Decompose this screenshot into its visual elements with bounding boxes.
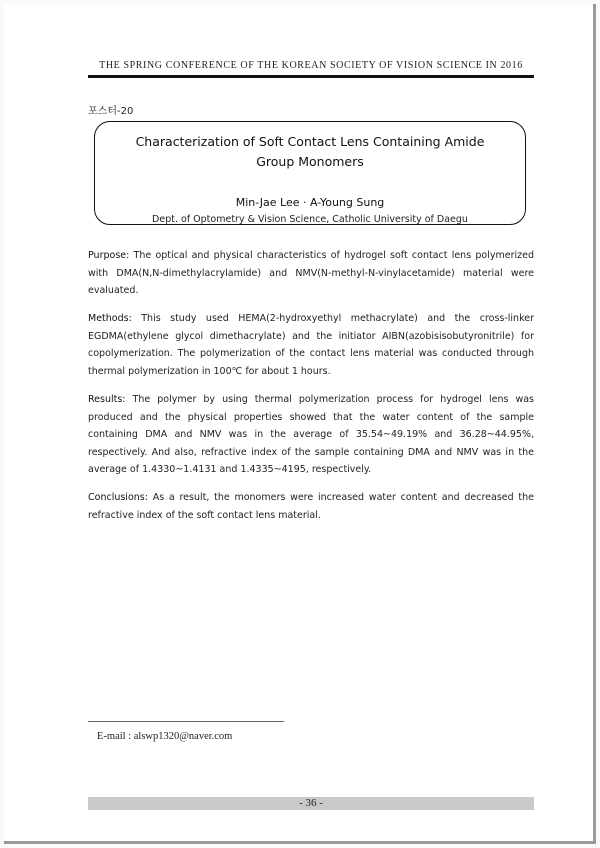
header-rule	[88, 75, 534, 78]
section-results	[88, 391, 534, 479]
section-conclusions	[88, 489, 534, 524]
section-label: Conclusions:	[88, 492, 148, 503]
section-text: This study used HEMA(2-hydroxyethyl methacrylate) and the cross-linker EGDMA(ethylene glycol dimethacrylate) and the initiator AIBN(azobisisobutyronitrile) for copolymerization. The polymerization of the contact lens material was conducted through thermal polymerization in 100℃ for about 1 hours.	[88, 313, 534, 377]
section-purpose	[88, 247, 534, 300]
section-label: Results:	[88, 394, 126, 405]
footnote-email: E-mail : alswp1320@naver.com	[97, 731, 233, 742]
conference-header: THE SPRING CONFERENCE OF THE KOREAN SOCIETY OF VISION SCIENCE IN 2016	[99, 60, 523, 71]
paper-title: Characterization of Soft Contact Lens Containing Amide Group Monomers	[135, 134, 485, 169]
section-text: The polymer by using thermal polymerization process for hydrogel lens was produced and the physical properties showed that the water content of the sample containing DMA and NMV was in the average of 35.54~49.19% and 36.28~44.95%, respectively. And also, refractive index of the sample containing DMA and NMV was in the average of 1.4330~1.4131 and 1.4335~4195, respectively.	[88, 394, 534, 475]
page	[4, 4, 596, 844]
authors: Min-Jae Lee · A-Young Sung	[235, 196, 385, 209]
section-text: The optical and physical characteristics of hydrogel soft contact lens polymerized with DMA(N,N-dimethylacrylamide) and NMV(N-methyl-N-vinylacetamide) material were evaluated.	[88, 250, 534, 296]
section-methods	[88, 310, 534, 380]
page-number-bar	[88, 797, 534, 810]
section-label: Purpose:	[88, 250, 130, 261]
section-label: Methods:	[88, 313, 132, 324]
poster-number: 포스터-20	[88, 106, 134, 117]
affiliation: Dept. of Optometry & Vision Science, Catholic University of Daegu	[152, 214, 468, 225]
title-box	[94, 121, 526, 225]
page-number: - 36 -	[299, 797, 323, 809]
section-text: As a result, the monomers were increased water content and decreased the refractive index of the soft contact lens material.	[88, 492, 534, 521]
footnote-rule	[88, 721, 284, 722]
